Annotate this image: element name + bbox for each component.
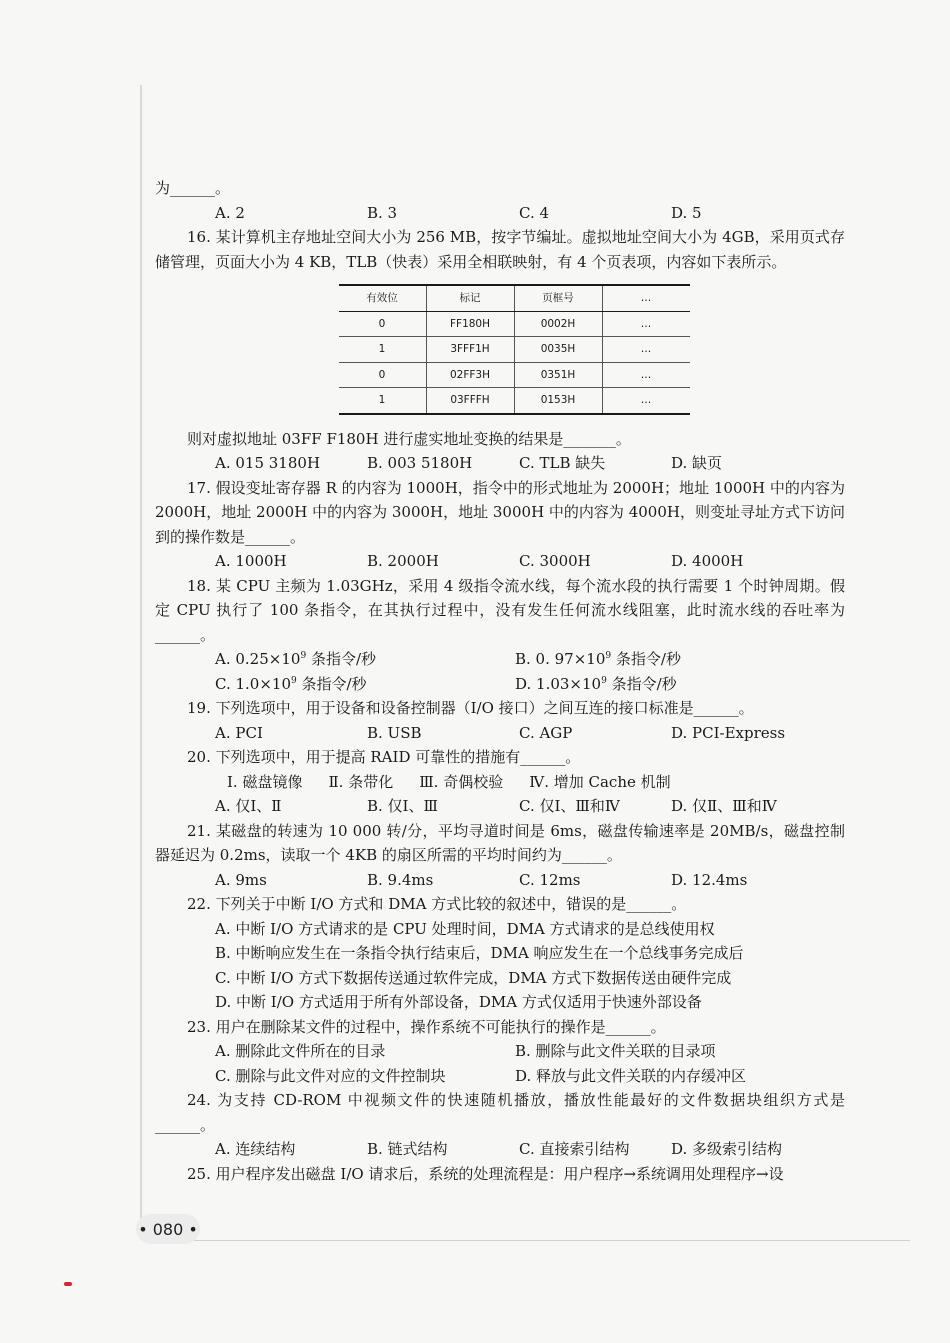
q16-stem: 16. 某计算机主存地址空间大小为 256 MB，按字节编址。虚拟地址空间大小为 4GB，采用页式存储管理，页面大小为 4 KB，TLB（快表）采用全相联映射，有 4 个页表项，内容如下表所示。 — [155, 228, 845, 271]
table-cell: 02FF3H — [426, 362, 514, 388]
q19-option-a: A. PCI — [215, 723, 263, 742]
q15-stem-tail: 为______。 — [155, 179, 231, 197]
q19-options — [155, 721, 845, 746]
table-cell: … — [602, 388, 690, 414]
q20-options — [155, 794, 845, 819]
q18-options-row1 — [155, 647, 845, 672]
table-row — [339, 311, 690, 337]
q22-option-c: C. 中断 I/O 方式下数据传送通过软件完成，DMA 方式下数据传送由硬件完成 — [215, 968, 732, 987]
table-cell: … — [602, 311, 690, 337]
q22-option-b: B. 中断响应发生在一条指令执行结束后，DMA 响应发生在一个总线事务完成后 — [215, 944, 744, 962]
q25-stem: 25. 用户程序发出磁盘 I/O 请求后，系统的处理流程是：用户程序→系统调用处理程序→设 — [187, 1164, 784, 1183]
table-cell: 0153H — [514, 388, 602, 414]
q23-option-a: A. 删除此文件所在的目录 — [215, 1042, 386, 1060]
table-cell: FF180H — [426, 311, 514, 337]
table-cell: 03FFFH — [426, 388, 514, 414]
q16-option-d: D. 缺页 — [671, 454, 723, 472]
tlb-table — [339, 284, 690, 415]
q15-option-c: C. 4 — [519, 203, 550, 222]
q17-option-d: D. 4000H — [671, 552, 744, 570]
q21-stem: 21. 某磁盘的转速为 10 000 转/分，平均寻道时间是 6ms，磁盘传输速率是 20MB/s，磁盘控制器延迟为 0.2ms，读取一个 4KB 的扇区所需的平均时间约为______。 — [155, 821, 845, 864]
q20-option-c: C. 仅Ⅰ、Ⅲ和Ⅳ — [519, 797, 620, 815]
q21-option-c: C. 12ms — [519, 870, 581, 889]
table-row — [339, 337, 690, 363]
q24-options — [155, 1137, 845, 1162]
q17-options — [155, 549, 845, 574]
q16-options — [155, 451, 845, 476]
q17-stem: 17. 假设变址寄存器 R 的内容为 1000H，指令中的形式地址为 2000H；地址 1000H 中的内容为 2000H，地址 2000H 中的内容为 3000H，地址 3000H 中的内容为 4000H，则变址寻址方式下访问到的操作数是______。 — [155, 478, 845, 546]
q19-option-d: D. PCI-Express — [671, 723, 786, 742]
tlb-header-row — [339, 285, 690, 311]
q20-option-b: B. 仅Ⅰ、Ⅲ — [367, 797, 438, 815]
q18-option-b: B. 0. $97\times 10^9$ 条指令/秒 — [515, 650, 681, 668]
q16-option-a: A. 015 3180H — [215, 454, 321, 472]
q20-item-4: Ⅳ. 增加 Cache 机制 — [529, 772, 671, 791]
q20-item-3: Ⅲ. 奇偶校验 — [419, 772, 504, 791]
table-row — [339, 362, 690, 388]
table-cell: 1 — [339, 388, 427, 414]
table-cell: … — [602, 337, 690, 363]
q22-stem: 22. 下列关于中断 I/O 方式和 DMA 方式比较的叙述中，错误的是______。 — [187, 895, 687, 913]
tlb-header-frame: 页框号 — [514, 285, 602, 311]
q18-option-d: D. $1.03\times 10^9$ 条指令/秒 — [515, 674, 677, 693]
q20-item-1: Ⅰ. 磁盘镜像 — [227, 772, 303, 791]
q16-question: 则对虚拟地址 03FF F180H 进行虚实地址变换的结果是_______。 — [187, 429, 631, 448]
q15-option-d: D. 5 — [671, 203, 702, 222]
q23-stem: 23. 用户在删除某文件的过程中，操作系统不可能执行的操作是______。 — [187, 1017, 666, 1036]
q17-option-a: A. 1000H — [215, 552, 287, 570]
tlb-header-valid: 有效位 — [339, 285, 427, 311]
q23-option-c: C. 删除与此文件对应的文件控制块 — [215, 1066, 446, 1085]
q21-option-b: B. 9.4ms — [367, 870, 434, 889]
q16-option-c: C. TLB 缺失 — [519, 454, 606, 472]
q24-option-c: C. 直接索引结构 — [519, 1140, 630, 1158]
page-binding-edge — [140, 85, 142, 1225]
q19-stem: 19. 下列选项中，用于设备和设备控制器（I/O 接口）之间互连的接口标准是______。 — [187, 699, 754, 717]
q17-option-b: B. 2000H — [367, 552, 439, 570]
tlb-header-tag: 标记 — [426, 285, 514, 311]
q24-option-a: A. 连续结构 — [215, 1140, 296, 1158]
table-cell: … — [602, 362, 690, 388]
q23-option-d: D. 释放与此文件关联的内存缓冲区 — [515, 1066, 747, 1085]
tlb-table-wrapper — [155, 284, 845, 415]
q23-options-row2 — [155, 1064, 845, 1089]
q20-items — [155, 770, 845, 795]
red-mark — [64, 1282, 72, 1286]
q20-stem: 20. 下列选项中，用于提高 RAID 可靠性的措施有______。 — [187, 748, 581, 766]
q18-option-a: A. $0.25\times 10^9$ 条指令/秒 — [215, 650, 376, 668]
q15-options — [155, 201, 845, 226]
q24-option-d: D. 多级索引结构 — [671, 1140, 783, 1158]
q19-option-b: B. USB — [367, 723, 422, 742]
q15-option-a: A. 2 — [215, 203, 245, 222]
table-cell: 0 — [339, 311, 427, 337]
q21-option-d: D. 12.4ms — [671, 870, 748, 889]
page-content — [155, 176, 845, 1186]
table-cell: 0351H — [514, 362, 602, 388]
q18-stem: 18. 某 CPU 主频为 1.03GHz，采用 4 级指令流水线，每个流水段的执行需要 1 个时钟周期。假定 CPU 执行了 100 条指令，在其执行过程中，没有发生任何流水线阻塞，此时流水线的吞吐率为______。 — [155, 576, 845, 644]
q24-option-b: B. 链式结构 — [367, 1140, 448, 1158]
q18-option-c: C. $1.0\times 10^9$ 条指令/秒 — [215, 674, 367, 693]
table-cell: 0 — [339, 362, 427, 388]
q15-option-b: B. 3 — [367, 203, 398, 222]
table-row — [339, 388, 690, 414]
q20-option-d: D. 仅Ⅱ、Ⅲ和Ⅳ — [671, 797, 777, 815]
q23-options-row1 — [155, 1039, 845, 1064]
q20-item-2: Ⅱ. 条带化 — [328, 772, 394, 791]
bottom-rule — [190, 1240, 910, 1241]
q19-option-c: C. AGP — [519, 723, 573, 742]
q24-stem: 24. 为支持 CD-ROM 中视频文件的快速随机播放，播放性能最好的文件数据块组织方式是______。 — [155, 1091, 845, 1134]
q21-options — [155, 868, 845, 893]
q20-option-a: A. 仅Ⅰ、Ⅱ — [215, 797, 282, 815]
q23-option-b: B. 删除与此文件关联的目录项 — [515, 1042, 716, 1060]
q17-option-c: C. 3000H — [519, 552, 591, 570]
q18-options-row2 — [155, 672, 845, 697]
table-cell: 0002H — [514, 311, 602, 337]
table-cell: 1 — [339, 337, 427, 363]
q21-option-a: A. 9ms — [215, 870, 267, 889]
q22-option-d: D. 中断 I/O 方式适用于所有外部设备，DMA 方式仅适用于快速外部设备 — [215, 993, 702, 1011]
table-cell: 0035H — [514, 337, 602, 363]
tlb-header-ellipsis: … — [602, 285, 690, 311]
page-number: • 080 • — [136, 1214, 200, 1244]
q22-option-a: A. 中断 I/O 方式请求的是 CPU 处理时间，DMA 方式请求的是总线使用权 — [215, 919, 715, 938]
table-cell: 3FFF1H — [426, 337, 514, 363]
q16-option-b: B. 003 5180H — [367, 454, 473, 472]
